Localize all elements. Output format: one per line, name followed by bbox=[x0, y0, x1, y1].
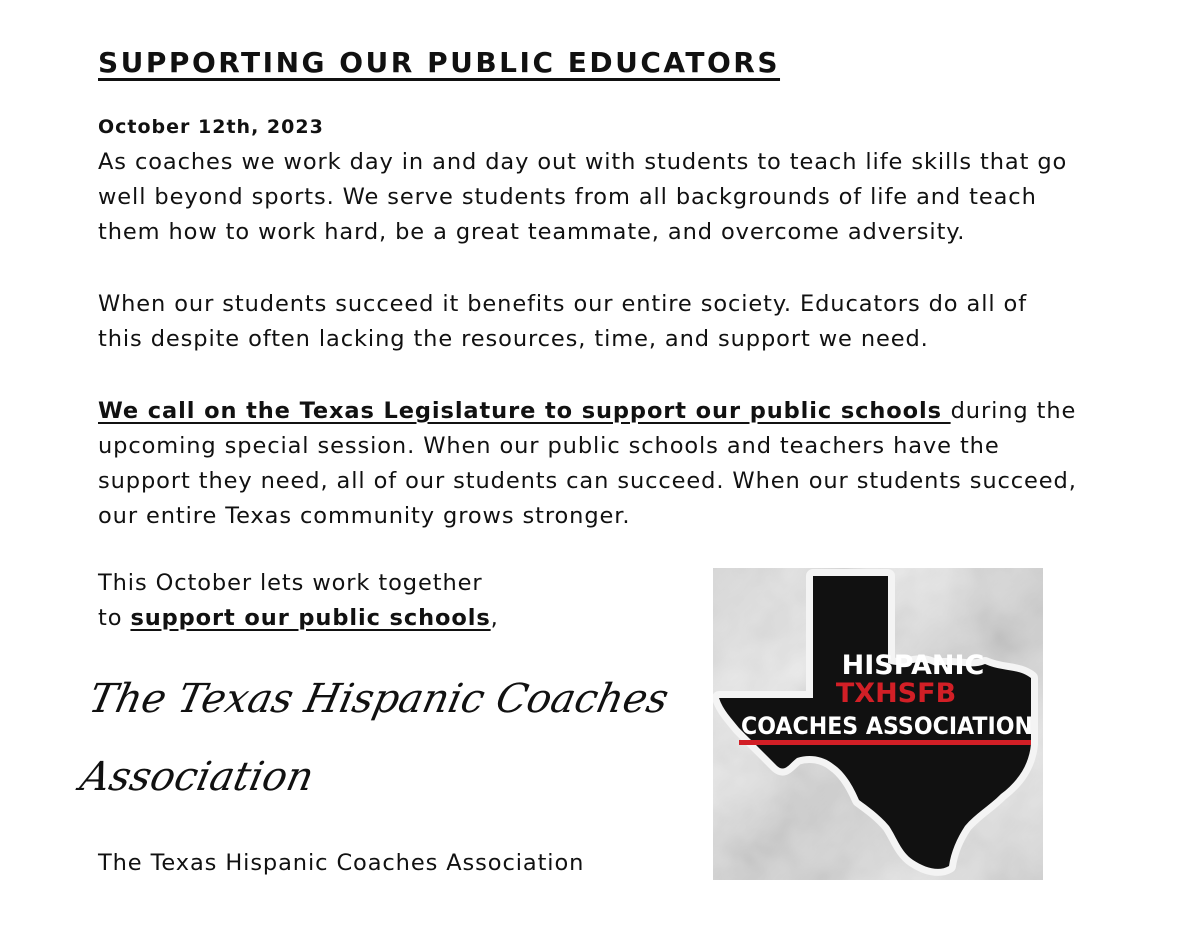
paragraph-society bbox=[98, 287, 1027, 357]
association-logo bbox=[713, 568, 1043, 880]
paragraph-coaches bbox=[98, 145, 1067, 250]
call-to-action-rest: during the bbox=[950, 398, 1077, 424]
paragraph-line: our entire Texas community grows stronger. bbox=[98, 503, 631, 529]
logo-red-underline bbox=[739, 740, 1031, 745]
logo-text-line2: TXHSFB bbox=[835, 678, 957, 709]
paragraph-line: When our students succeed it benefits our entire society. Educators do all of bbox=[98, 291, 1028, 317]
signature-line: Association bbox=[76, 754, 318, 800]
document-date: October 12th, 2023 bbox=[98, 116, 324, 138]
logo-text-line1: HISPANIC bbox=[841, 650, 985, 681]
paragraph-line bbox=[98, 394, 1077, 429]
logo-text-line3: COACHES ASSOCIATION bbox=[741, 712, 1033, 740]
signoff-name: The Texas Hispanic Coaches Association bbox=[98, 850, 585, 876]
paragraph-line: them how to work hard, be a great teammate, and overcome adversity. bbox=[98, 219, 966, 245]
signature-line: The Texas Hispanic Coaches bbox=[84, 676, 673, 722]
paragraph-line: upcoming special session. When our public schools and teachers have the bbox=[98, 433, 1000, 459]
texas-map-logo-icon bbox=[713, 568, 1043, 880]
closing-suffix: , bbox=[490, 605, 499, 631]
closing-line: This October lets work together bbox=[98, 570, 483, 596]
closing-line bbox=[98, 601, 499, 636]
closing-statement bbox=[98, 566, 499, 636]
paragraph-line: well beyond sports. We serve students from all backgrounds of life and teach bbox=[98, 184, 1037, 210]
closing-prefix: to bbox=[98, 605, 131, 631]
paragraph-line: As coaches we work day in and day out with students to teach life skills that go bbox=[98, 149, 1068, 175]
closing-emphasis: support our public schools bbox=[130, 605, 491, 631]
call-to-action-emphasis: We call on the Texas Legislature to support our public schools bbox=[98, 398, 951, 424]
handwritten-signature bbox=[65, 660, 676, 816]
paragraph-line: support they need, all of our students can succeed. When our students succeed, bbox=[98, 468, 1077, 494]
page-title: SUPPORTING OUR PUBLIC EDUCATORS bbox=[98, 46, 781, 79]
paragraph-line: this despite often lacking the resources, time, and support we need. bbox=[98, 326, 929, 352]
paragraph-call-to-action bbox=[98, 394, 1077, 534]
